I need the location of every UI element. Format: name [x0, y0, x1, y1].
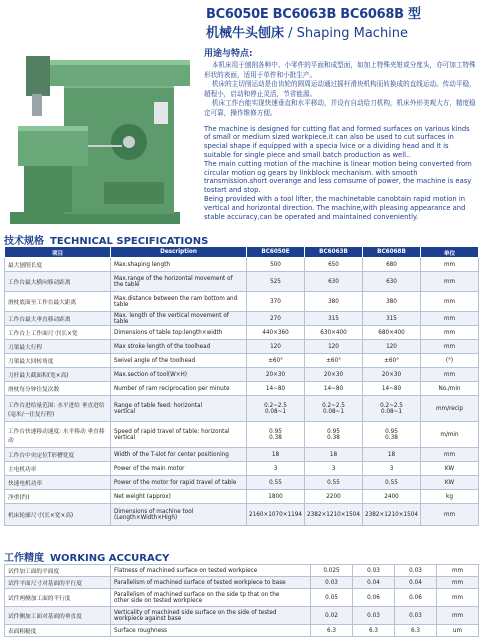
spec-value-bc6068b [363, 368, 421, 382]
spec-value-bc6068b [363, 476, 421, 490]
spec-value-bc6050e-line: 18 [271, 451, 280, 458]
spec-value-bc6063b-line: 14~80 [323, 385, 344, 392]
spec-value-bc6068b-line: 0.2~2.5 [380, 402, 403, 409]
spec-value-bc6068b [363, 292, 421, 312]
spec-description [111, 326, 247, 340]
accuracy-description [111, 607, 311, 625]
spec-description [111, 504, 247, 526]
spec-item-zh: 净重(约) [5, 490, 111, 504]
spec-value-bc6050e-line: 0.55 [269, 479, 282, 486]
machine-table [18, 126, 88, 166]
spec-description-line: Max.shaping length [114, 261, 170, 268]
intro-zh-paragraph: 本机床用于刨削各种中、小零件的平面和成型面，如加上特殊夹钳或分度头，亦可加工特殊形状的表面，适用于单件和小批生产。 [204, 61, 476, 79]
spec-item-zh: 刀架最大回转角度 [5, 354, 111, 368]
spec-value-bc6068b-line: 0.55 [385, 479, 398, 486]
spec-row [5, 258, 479, 272]
machine-table-support [24, 166, 72, 212]
spec-value-bc6063b-line: 0.2~2.5 [322, 402, 345, 409]
spec-value-bc6063b-line: 120 [328, 343, 339, 350]
spec-description [111, 382, 247, 396]
spec-unit: mm [421, 292, 479, 312]
accuracy-item-zh: 表面粗糙度 [5, 625, 111, 637]
spec-description-line: Max. length of the vertical movement of table [114, 312, 229, 325]
spec-item-zh: 工作台进给量范围: 水平进给 垂直进给 (毫米/一往复行程) [5, 396, 111, 422]
spec-value-bc6063b [305, 382, 363, 396]
spec-value-bc6068b [363, 490, 421, 504]
spec-value-bc6068b [363, 396, 421, 422]
spec-description-line: Max.distance between the ram bottom and [114, 295, 238, 302]
spec-value-bc6068b-line: 0.08~1 [380, 408, 403, 415]
spec-item-zh: 主电机功率 [5, 462, 111, 476]
spec-description [111, 368, 247, 382]
spec-description [111, 292, 247, 312]
spec-description [111, 448, 247, 462]
accuracy-title-en: WORKING ACCURACY [50, 553, 170, 564]
spec-value-bc6068b [363, 448, 421, 462]
spec-description-line: vertical [114, 434, 136, 441]
spec-value-bc6063b [305, 462, 363, 476]
accuracy-description-line: workpiece against base [114, 615, 182, 622]
spec-description [111, 462, 247, 476]
accuracy-value-bc6063b: 0.03 [353, 565, 395, 577]
spec-row [5, 490, 479, 504]
spec-value-bc6068b [363, 504, 421, 526]
spec-unit: mm/recip [421, 396, 479, 422]
spec-value-bc6063b [305, 272, 363, 292]
spec-value-bc6050e [247, 504, 305, 526]
spec-value-bc6068b-line: 3 [389, 465, 394, 472]
product-title-zh: 机械牛头刨床 [206, 26, 285, 41]
spec-row [5, 382, 479, 396]
accuracy-description-line: Verticality of machined side surface on the side of tested [114, 609, 277, 616]
spec-description-line: Swivel angle of the toolhead [114, 357, 196, 364]
spec-value-bc6063b [305, 396, 363, 422]
spec-value-bc6068b [363, 382, 421, 396]
spec-value-bc6050e [247, 476, 305, 490]
spec-value-bc6063b [305, 292, 363, 312]
machine-label-plate [154, 102, 168, 124]
spec-unit: mm [421, 504, 479, 526]
spec-row [5, 312, 479, 326]
spec-value-bc6050e [247, 292, 305, 312]
product-title-en: Shaping Machine [296, 26, 409, 41]
spec-value-bc6063b [305, 326, 363, 340]
spec-unit: (°) [421, 354, 479, 368]
accuracy-description-line: Flatness of machined surface on tested workpiece [114, 567, 258, 574]
spec-value-bc6050e-line: 14~80 [265, 385, 286, 392]
intro-zh-paragraph: 机床工作台能实现快速垂直和水平移动，并设有自动给刀机构，机床外形美观大方，精度稳定可靠，操作维修方便。 [204, 99, 476, 117]
spec-value-bc6068b [363, 462, 421, 476]
col-header-bc6050e: BC6050E [247, 247, 305, 258]
spec-description [111, 340, 247, 354]
spec-value-bc6050e-line: 0.95 [269, 428, 282, 435]
spec-description-line: Max.range of the horizontal movement of [114, 275, 233, 282]
spec-description-line: Power of the motor for rapid travel of table [114, 479, 237, 486]
spec-item-zh: 工作台上工作面尺寸(长×宽 [5, 326, 111, 340]
spec-value-bc6050e-line: 120 [270, 343, 281, 350]
spec-value-bc6063b [305, 448, 363, 462]
accuracy-description [111, 625, 311, 637]
specs-header-row [5, 247, 479, 258]
spec-item-zh: 工作台最大垂直移动距离 [5, 312, 111, 326]
specs-table [4, 246, 479, 526]
spec-row [5, 326, 479, 340]
spec-row [5, 462, 479, 476]
spec-value-bc6050e [247, 462, 305, 476]
spec-value-bc6063b [305, 368, 363, 382]
accuracy-unit: mm [437, 607, 479, 625]
spec-row [5, 292, 479, 312]
spec-value-bc6050e-line: 1800 [268, 493, 283, 500]
spec-value-bc6050e-line: 270 [270, 315, 281, 322]
spec-value-bc6050e [247, 312, 305, 326]
col-header-bc6063b: BC6063B [305, 247, 363, 258]
spec-row [5, 354, 479, 368]
accuracy-value-bc6063b: 6.3 [353, 625, 395, 637]
spec-unit: No./min [421, 382, 479, 396]
intro-en-paragraph: The main cutting motion of the machine is linear motion being converted from circular motion og gears by linkblock mechanism. with smooth transmission.short overange and less comsume of power, the machine is easy tostart and stop. [204, 159, 472, 195]
accuracy-value-bc6068b: 0.03 [395, 607, 437, 625]
accuracy-table [4, 564, 479, 637]
spec-item-zh: 工作台快速移动速度: 水平移动 垂直移动 [5, 422, 111, 448]
spec-value-bc6063b-line: 3 [331, 465, 336, 472]
spec-item-zh: 滑枕底面至工作台最大距离 [5, 292, 111, 312]
spec-value-bc6050e-line: 370 [270, 298, 281, 305]
spec-item-zh: 工作台最大横向移动距离 [5, 272, 111, 292]
spec-description-line: Max.section of tool(W×H) [114, 371, 188, 378]
spec-value-bc6063b-line: 0.95 [327, 428, 340, 435]
accuracy-row [5, 589, 479, 607]
spec-item-zh: 机床轮廓尺寸(长×宽×高) [5, 504, 111, 526]
accuracy-item-zh: 试件平面尺寸对基面的平行度 [5, 577, 111, 589]
spec-value-bc6063b-line: 650 [328, 261, 339, 268]
spec-description-line: Range of table feed: horizontal [114, 402, 203, 409]
spec-description-line: Speed of rapid travel of table: horizontal [114, 428, 230, 435]
spec-description-line: the table [114, 281, 140, 288]
accuracy-unit: mm [437, 565, 479, 577]
spec-value-bc6063b-line: 18 [329, 451, 338, 458]
spec-value-bc6050e [247, 448, 305, 462]
spec-value-bc6063b-line: 0.08~1 [322, 408, 345, 415]
spec-value-bc6063b-line: 2200 [326, 493, 341, 500]
spec-unit: kg [421, 490, 479, 504]
spec-value-bc6068b-line: 14~80 [381, 385, 402, 392]
intro-en-paragraph: The machine is designed for cutting flat and formed surfaces on various kinds of small or medium sized workpiece.it can also be used to cut surfaces in special shape if equipped with a specia lvice or a dividing head and it is suitable for single piece and small batch production as well.. [204, 124, 470, 159]
shaping-machine-image [4, 42, 200, 230]
spec-value-bc6068b [363, 272, 421, 292]
accuracy-unit: mm [437, 589, 479, 607]
spec-description-line: Dimensions of machine tool [114, 508, 194, 515]
spec-value-bc6068b [363, 258, 421, 272]
spec-unit: mm [421, 312, 479, 326]
spec-unit: mm [421, 340, 479, 354]
spec-value-bc6063b [305, 422, 363, 448]
spec-row [5, 448, 479, 462]
spec-value-bc6068b-line: 2382×1210×1504 [365, 511, 418, 518]
spec-value-bc6050e [247, 382, 305, 396]
accuracy-row [5, 577, 479, 589]
accuracy-value-bc6050e: 0.02 [311, 607, 353, 625]
spec-value-bc6050e-line: 20×30 [265, 371, 286, 378]
spec-value-bc6063b-line: 315 [328, 315, 339, 322]
spec-value-bc6063b [305, 340, 363, 354]
product-title [206, 22, 408, 41]
spec-value-bc6050e [247, 272, 305, 292]
spec-value-bc6068b [363, 422, 421, 448]
intro-en-paragraph: Being provided with a tool lifter, the machinetable canobtain rapid motion in vertical and horizontal direction. The machine,with pleasing appearance and stable accuracy,can be operated and maintained conveniently. [204, 194, 466, 221]
spec-description-line: (Length×Width×High) [114, 514, 178, 521]
accuracy-item-zh: 试件侧加工面对基面的垂直度 [5, 607, 111, 625]
accuracy-description [111, 565, 311, 577]
spec-description [111, 272, 247, 292]
spec-value-bc6050e [247, 340, 305, 354]
spec-description-line: Max stroke length of the toolhead [114, 343, 211, 350]
spec-value-bc6068b-line: 680 [386, 261, 397, 268]
intro-heading: 用途与特点: [204, 49, 253, 59]
accuracy-description-line: Parallelism of machined surface of tested workpiece to base [114, 579, 286, 586]
spec-value-bc6050e-line: 525 [270, 278, 281, 285]
accuracy-value-bc6050e: 6.3 [311, 625, 353, 637]
accuracy-title [4, 549, 169, 564]
spec-row [5, 340, 479, 354]
spec-value-bc6050e [247, 354, 305, 368]
spec-description [111, 312, 247, 326]
spec-row [5, 504, 479, 526]
spec-value-bc6050e-line: ±60° [268, 357, 283, 364]
specs-title-en: TECHNICAL SPECIFICATIONS [50, 236, 209, 247]
spec-value-bc6068b-line: 315 [386, 315, 397, 322]
machine-toolhead [26, 56, 50, 96]
accuracy-value-bc6063b: 0.03 [353, 607, 395, 625]
spec-description-line: table [114, 301, 129, 308]
spec-value-bc6063b-line: 630×400 [320, 329, 347, 336]
spec-value-bc6050e [247, 422, 305, 448]
spec-description [111, 354, 247, 368]
spec-item-zh: 快速电机功率 [5, 476, 111, 490]
spec-item-zh: 工作台中央定位T形槽宽度 [5, 448, 111, 462]
spec-unit: mm [421, 448, 479, 462]
product-title-sep: / [284, 26, 297, 41]
spec-description [111, 422, 247, 448]
spec-value-bc6063b [305, 354, 363, 368]
spec-value-bc6063b-line: 2382×1210×1504 [307, 511, 360, 518]
accuracy-value-bc6068b: 0.06 [395, 589, 437, 607]
spec-description [111, 476, 247, 490]
spec-value-bc6063b-line: 630 [328, 278, 339, 285]
spec-description-line: Number of ram reciprocation per minute [114, 385, 230, 392]
col-header-unit: 单位 [421, 247, 479, 258]
spec-unit: KW [421, 462, 479, 476]
spec-value-bc6068b [363, 340, 421, 354]
spec-value-bc6068b-line: 0.38 [385, 434, 398, 441]
spec-value-bc6050e-line: 0.2~2.5 [264, 402, 287, 409]
spec-value-bc6050e [247, 396, 305, 422]
intro-zh-paragraph: 机床的主切削运动是由齿轮的圆周运动通过摇杆滑块机构而转换成的直线运动。传动平稳，超程小，启动和停止灵活，节省能源。 [204, 80, 476, 98]
spec-description-line: Dimensions of table top:length×width [114, 329, 223, 336]
accuracy-description-line: other side on tested workpiece [114, 597, 203, 604]
spec-description [111, 258, 247, 272]
spec-value-bc6068b [363, 354, 421, 368]
spec-unit: mm [421, 258, 479, 272]
accuracy-row [5, 607, 479, 625]
spec-value-bc6050e-line: 0.38 [269, 434, 282, 441]
accuracy-description-line: Surface roughness [114, 627, 168, 634]
accuracy-value-bc6050e: 0.025 [311, 565, 353, 577]
spec-unit: mm [421, 326, 479, 340]
spec-description [111, 490, 247, 504]
spec-value-bc6050e-line: 500 [270, 261, 281, 268]
spec-value-bc6063b [305, 312, 363, 326]
accuracy-item-zh: 试件两侧加工面的平行度 [5, 589, 111, 607]
spec-unit: m/min [421, 422, 479, 448]
accuracy-value-bc6068b: 0.03 [395, 565, 437, 577]
spec-value-bc6068b-line: 120 [386, 343, 397, 350]
spec-value-bc6063b [305, 490, 363, 504]
spec-value-bc6068b-line: 2400 [384, 493, 399, 500]
model-title: BC6050E BC6063B BC6068B 型 [206, 7, 421, 22]
spec-value-bc6063b-line: ±60° [326, 357, 341, 364]
specs-title [4, 232, 208, 247]
spec-value-bc6063b-line: 380 [328, 298, 339, 305]
spec-description-line: vertical [114, 408, 136, 415]
spec-value-bc6063b-line: 0.38 [327, 434, 340, 441]
spec-value-bc6068b [363, 312, 421, 326]
spec-value-bc6068b-line: 680×400 [378, 329, 405, 336]
spec-value-bc6050e [247, 258, 305, 272]
spec-value-bc6063b [305, 258, 363, 272]
accuracy-unit: mm [437, 577, 479, 589]
spec-value-bc6050e-line: 2160×1070×1194 [249, 511, 302, 518]
spec-item-zh: 最大刨削长度 [5, 258, 111, 272]
accuracy-description-line: Parallelism of machined surface on the side tp that on the [114, 591, 280, 598]
accuracy-unit: um [437, 625, 479, 637]
spec-value-bc6050e [247, 326, 305, 340]
spec-value-bc6050e-line: 440×360 [262, 329, 289, 336]
spec-description-line: Width of the T-slot for center positioning [114, 451, 229, 458]
accuracy-description [111, 577, 311, 589]
spec-value-bc6068b-line: 630 [386, 278, 397, 285]
spec-value-bc6063b [305, 504, 363, 526]
spec-unit: KW [421, 476, 479, 490]
specs-title-zh: 技术规格 [4, 236, 44, 247]
spec-item-zh: 刀架最大行程 [5, 340, 111, 354]
accuracy-title-zh: 工作精度 [4, 553, 44, 564]
spec-value-bc6068b-line: 0.95 [385, 428, 398, 435]
spec-value-bc6050e [247, 490, 305, 504]
spec-value-bc6068b-line: 20×30 [381, 371, 402, 378]
accuracy-value-bc6068b: 0.04 [395, 577, 437, 589]
spec-row [5, 272, 479, 292]
accuracy-value-bc6068b: 6.3 [395, 625, 437, 637]
col-header-description: Description [111, 247, 247, 258]
spec-description-line: Net weight (approx) [114, 493, 171, 500]
accuracy-row [5, 625, 479, 637]
accuracy-value-bc6063b: 0.04 [353, 577, 395, 589]
spec-value-bc6050e [247, 368, 305, 382]
accuracy-description [111, 589, 311, 607]
spec-row [5, 396, 479, 422]
spec-value-bc6063b [305, 476, 363, 490]
spec-value-bc6050e-line: 0.08~1 [264, 408, 287, 415]
spec-value-bc6068b-line: 380 [386, 298, 397, 305]
accuracy-row [5, 565, 479, 577]
col-header-item: 项目 [5, 247, 111, 258]
spec-unit: mm [421, 368, 479, 382]
spec-description [111, 396, 247, 422]
col-header-bc6068b: BC6068B [363, 247, 421, 258]
spec-row [5, 368, 479, 382]
accuracy-item-zh: 试件加工面的平面度 [5, 565, 111, 577]
intro-section [204, 46, 476, 221]
spec-row [5, 476, 479, 490]
spec-value-bc6063b-line: 0.55 [327, 479, 340, 486]
accuracy-value-bc6050e: 0.03 [311, 577, 353, 589]
spec-value-bc6068b-line: ±60° [384, 357, 399, 364]
spec-description-line: Power of the main motor [114, 465, 185, 472]
spec-item-zh: 滑枕每分钟往复次数 [5, 382, 111, 396]
spec-value-bc6068b [363, 326, 421, 340]
spec-value-bc6063b-line: 20×30 [323, 371, 344, 378]
spec-value-bc6050e-line: 3 [273, 465, 278, 472]
spec-row [5, 422, 479, 448]
accuracy-value-bc6050e: 0.05 [311, 589, 353, 607]
accuracy-value-bc6063b: 0.06 [353, 589, 395, 607]
spec-item-zh: 刀杆最大截面积(宽×高) [5, 368, 111, 382]
spec-value-bc6068b-line: 18 [387, 451, 396, 458]
spec-unit: mm [421, 272, 479, 292]
